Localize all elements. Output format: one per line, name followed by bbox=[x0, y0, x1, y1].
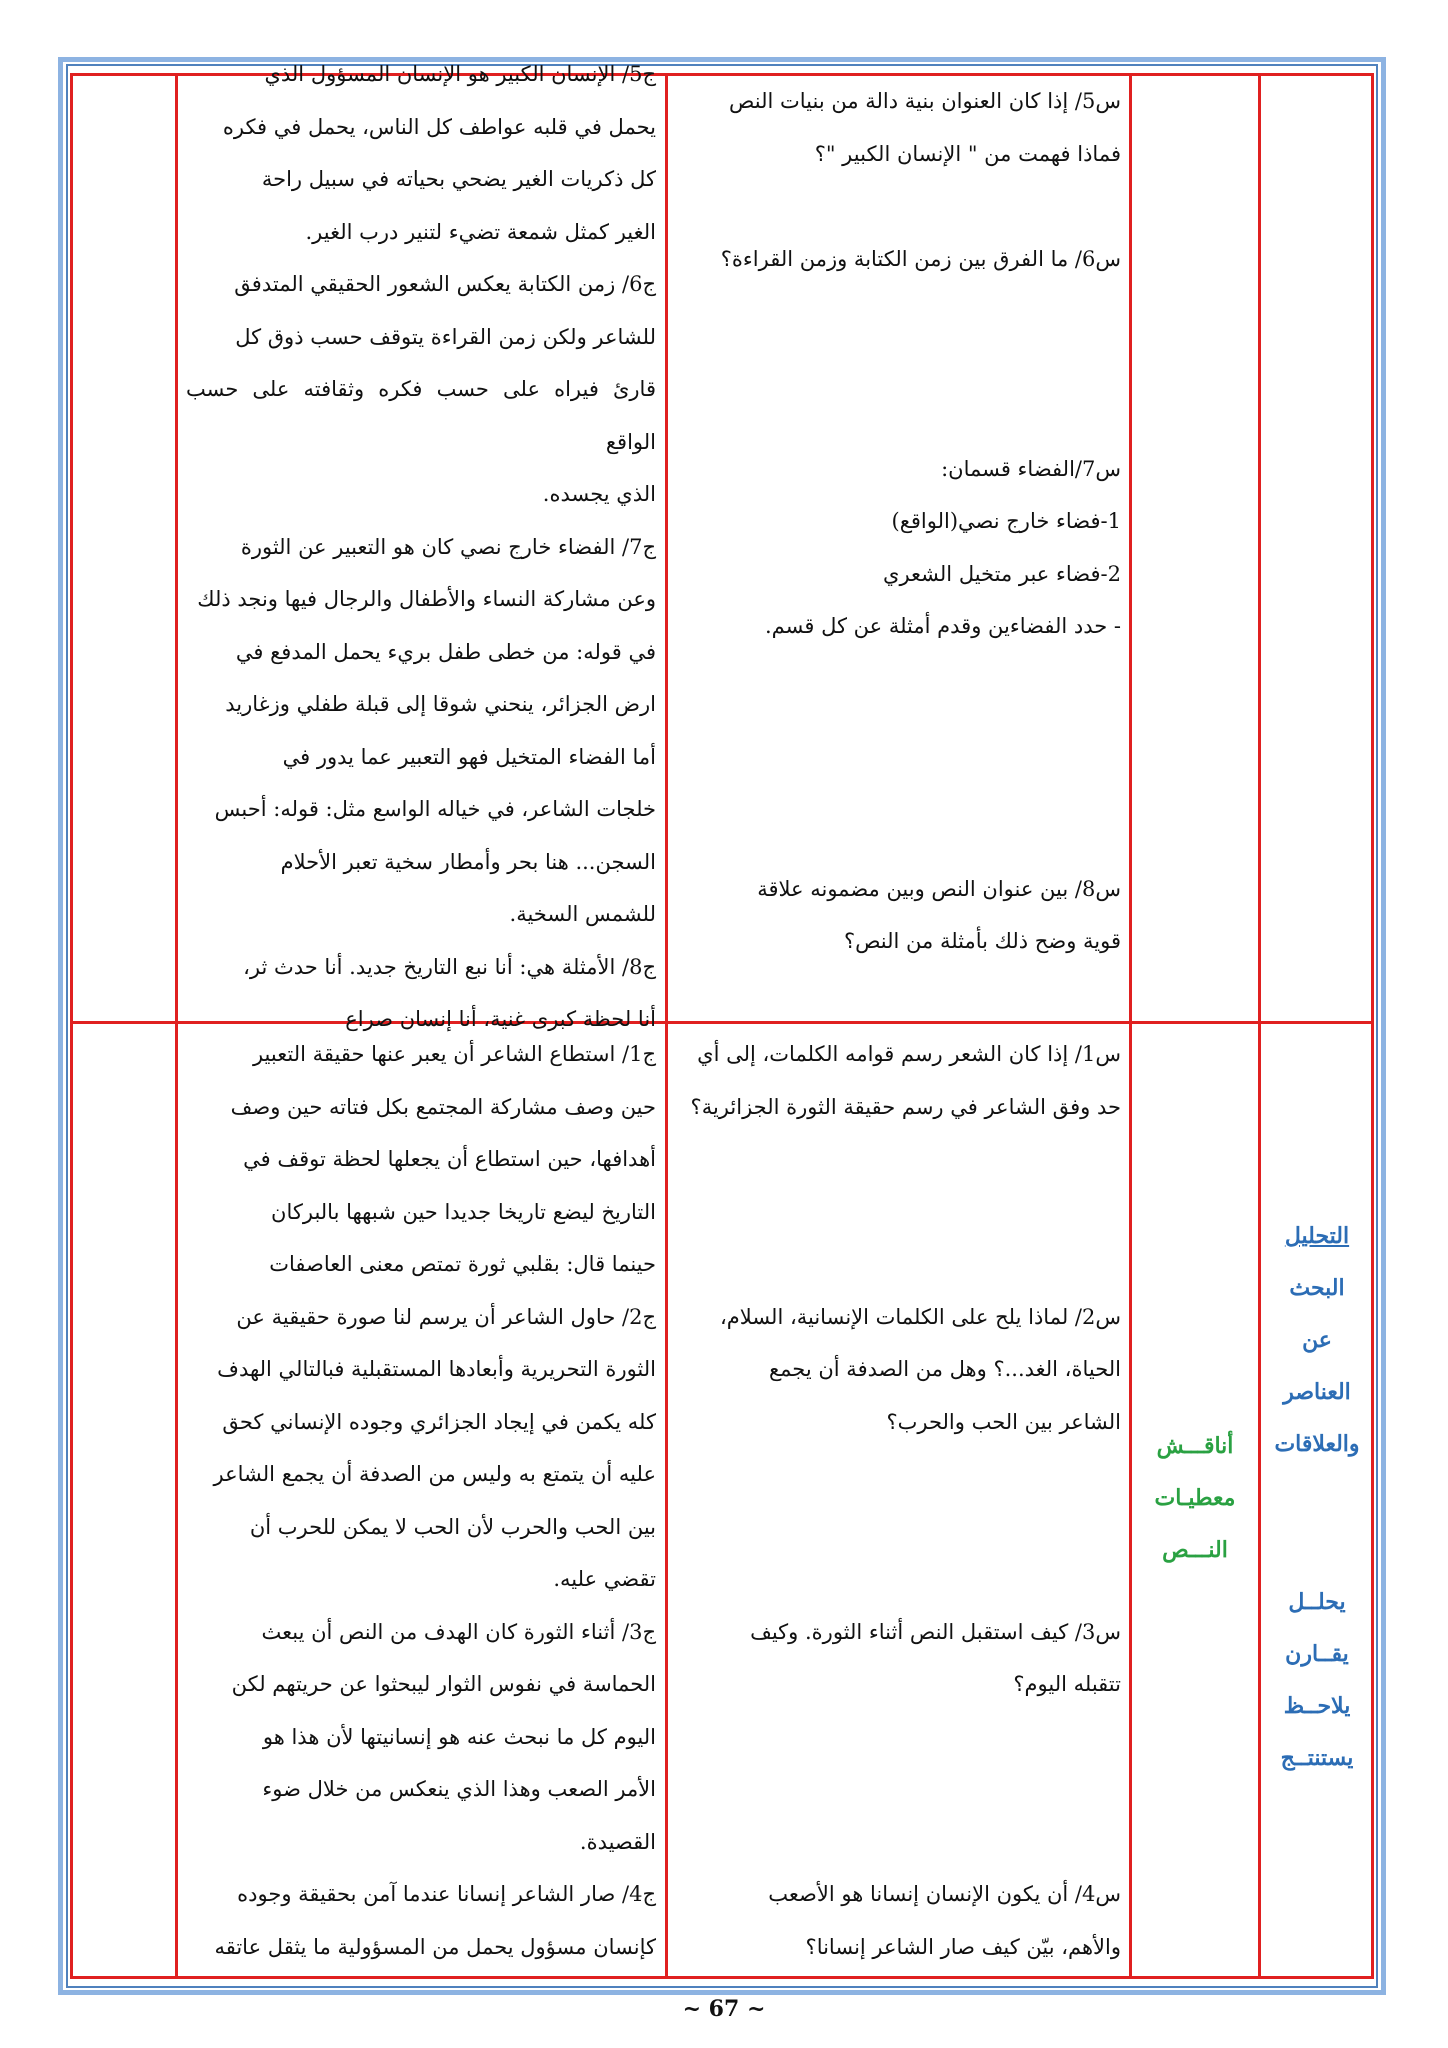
question-8: س8/ بين عنوان النص وبين مضمونه علاقة قوية وضح ذلك بأمثلة من النص؟ bbox=[757, 876, 1121, 953]
question-1: س1/ إذا كان الشعر رسم قوامه الكلمات، إلى أي حد وفق الشاعر في رسم حقيقة الثورة الجزائرية؟ bbox=[690, 1042, 1121, 1119]
column-divider bbox=[1129, 73, 1132, 1979]
question-2: س2/ لماذا يلح على الكلمات الإنسانية، السلام، الحياة، الغد...؟ وهل من الصدفة أن يجمع الشاعر بين الحب والحرب؟ bbox=[720, 1304, 1121, 1434]
activity-label: أناقـــش معطيـات النـــص bbox=[1154, 1433, 1236, 1563]
stage-verbs: يحلــل يقــارن يلاحــظ يستنتــج bbox=[1280, 1589, 1354, 1771]
page-number: ~ 67 ~ bbox=[682, 1996, 766, 2022]
stage-title: التحليل bbox=[1284, 1223, 1350, 1249]
column-divider bbox=[175, 73, 178, 1979]
answer-1: ج1/ استطاع الشاعر أن يعبر عنها حقيقة التعبير حين وصف مشاركة المجتمع بكل فتاته حين وصف أهدافها، حين استطاع أن يجعلها لحظة توقف في التاريخ ليضع تاريخا جديدا حين شبهها بالبركان حينما قال: بقلبي ثورة تمتص معنى العاصفات bbox=[230, 1042, 656, 1276]
question-3: س3/ كيف استقبل النص أثناء الثورة. وكيف تتقبله اليوم؟ bbox=[750, 1619, 1121, 1696]
answer-8: ج8/ الأمثلة هي: أنا نبع التاريخ جديد. أنا حدث ثر، أنا لحظة كبرى غنية، أنا إنسان صراع bbox=[243, 954, 656, 1031]
answer-6: ج6/ زمن الكتابة يعكس الشعور الحقيقي المتدفق للشاعر ولكن زمن القراءة يتوقف حسب ذوق كل قارئ فيراه على حسب فكره وثقافته على حسب الواقع الذي يجسده. bbox=[186, 272, 656, 506]
answer-3: ج3/ أثناء الثورة كان الهدف من النص أن يبعث الحماسة في نفوس الثوار ليبحثوا عن حريتهم لكن اليوم كل ما نبحث عنه هو إنسانيتها لأن هذا هو الأمر الصعب وهذا الذي ينعكس من خلال ضوء القصيدة. bbox=[231, 1619, 656, 1854]
answer-5: ج5/ الإنسان الكبير هو الإنسان المسؤول الذي يحمل في قلبه عواطف كل الناس، يحمل في فكره كل ذكريات الغير يضحي بحياته في سبيل راحة الغير كمثل شمعة تضيء لتنير درب الغير. bbox=[222, 62, 656, 244]
answer-7: ج7/ الفضاء خارج نصي كان هو التعبير عن الثورة وعن مشاركة النساء والأطفال والرجال فيها ونجد ذلك في قوله: من خطى طفل بريء يحمل المدفع في ارض الجزائر، ينحني شوقا إلى قبلة طفلي وزغاريد أما الفضاء المتخيل فهو التعبير عما يدور في خلجات الشاعر، في خياله الواسع مثل: قوله: أحبس السجن... هنا بحر وأمطار سخية تعبر الأحلام للشمس السخية. bbox=[197, 534, 656, 926]
question-5: س5/ إذا كان العنوان بنية دالة من بنيات النص فماذا فهمت من " الإنسان الكبير "؟ bbox=[729, 89, 1121, 166]
answer-4: ج4/ صار الشاعر إنسانا عندما آمن بحقيقة وجوده كإنسان مسؤول يحمل من المسؤولية ما يثقل عاتقه bbox=[214, 1882, 656, 1959]
column-divider bbox=[665, 73, 668, 1979]
answer-2: ج2/ حاول الشاعر أن يرسم لنا صورة حقيقية عن الثورة التحريرية وأبعادها المستقبلية فبالتالي الهدف كله يكمن في إيجاد الجزائري وجوده الإنساني كحق عليه أن يتمتع به وليس من الصدفة أن يجمع الشاعر بين الحب والحرب لأن الحب لا يمكن للحرب أن تقضي عليه. bbox=[213, 1304, 656, 1591]
questions-cell-1 bbox=[676, 75, 1121, 968]
stage-label: التحليل البحث عن العناصر والعلاقات bbox=[1261, 1210, 1373, 1470]
questions-cell-2 bbox=[676, 1028, 1121, 1973]
answers-cell-2 bbox=[186, 1028, 656, 1973]
question-4: س4/ أن يكون الإنسان إنسانا هو الأصعب والأهم، بيّن كيف صار الشاعر إنسانا؟ bbox=[768, 1882, 1121, 1959]
question-6: س6/ ما الفرق بين زمن الكتابة وزمن القراءة؟ bbox=[720, 246, 1121, 271]
question-7: س7/الفضاء قسمان: 1-فضاء خارج نصي(الواقع) 2-فضاء عبر متخيل الشعري - حدد الفضاءين وقدم أمثلة عن كل قسم. bbox=[764, 456, 1121, 638]
answers-cell-1 bbox=[186, 48, 656, 1046]
